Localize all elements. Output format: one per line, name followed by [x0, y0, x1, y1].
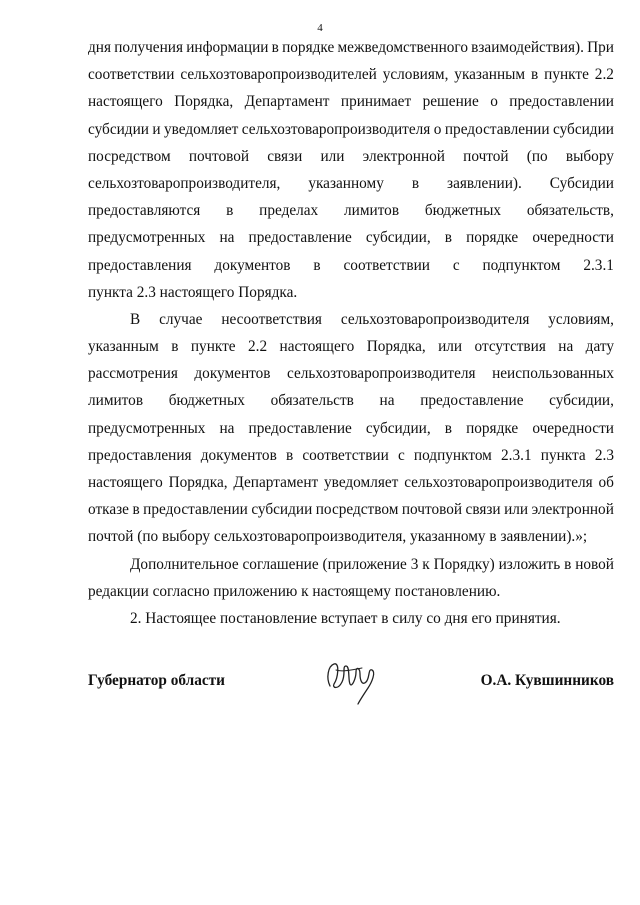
paragraph — [88, 551, 614, 605]
paragraph — [88, 306, 614, 551]
text-line: Дополнительное соглашение (приложение 3 к Порядку) изложить в новой — [130, 555, 614, 573]
text-line: редакции согласно приложению к настоящему постановлению. — [88, 582, 501, 600]
text-line: 2. Настоящее постановление вступает в силу со дня его принятия. — [130, 609, 561, 627]
paragraph — [88, 605, 614, 632]
paragraph — [88, 34, 614, 306]
text-line: настоящего Порядка, Департамент принимает решение о предоставлении — [88, 93, 614, 111]
signatory-name: О.А. Кувшинников — [480, 672, 614, 689]
text-line: предоставления документов в соответствии с подпунктом 2.3.1 пункта 2.3 — [88, 446, 614, 464]
signature-block — [88, 672, 614, 702]
text-line: субсидии и уведомляет сельхозтоваропроизводителя о предоставлении субсидии — [88, 120, 614, 138]
text-line: отказе в предоставлении субсидии посредством почтовой связи или электронной — [88, 501, 614, 519]
signatory-title: Губернатор области — [88, 672, 225, 689]
text-line: предоставляются в пределах лимитов бюджетных обязательств, — [88, 202, 614, 220]
text-line: пункта 2.3 настоящего Порядка. — [88, 283, 298, 301]
text-line: соответствии сельхозтоваропроизводителей условиям, указанным в пункте 2.2 — [88, 66, 614, 84]
text-line: рассмотрения документов сельхозтоваропроизводителя неиспользованных — [88, 365, 614, 383]
text-line: предусмотренных на предоставление субсидии, в порядке очередности — [88, 419, 614, 437]
text-line: В случае несоответствия сельхозтоваропроизводителя условиям, — [130, 310, 614, 328]
text-line: сельхозтоваропроизводителя, указанному в заявлении). Субсидии — [88, 174, 614, 192]
text-line: предоставления документов в соответствии с подпунктом 2.3.1 — [88, 256, 614, 274]
document-body — [88, 34, 614, 632]
text-line: предусмотренных на предоставление субсидии, в порядке очередности — [88, 229, 614, 247]
text-line: почтой (по выбору сельхозтоваропроизводителя, указанному в заявлении).»; — [88, 528, 588, 546]
text-line: настоящего Порядка, Департамент уведомляет сельхозтоваропроизводителя об — [88, 474, 614, 491]
page-number: 4 — [317, 22, 323, 34]
text-line: лимитов бюджетных обязательств на предоставление субсидии, — [88, 392, 614, 410]
text-line: посредством почтовой связи или электронной почтой (по выбору — [88, 147, 614, 165]
text-line: дня получения информации в порядке межведомственного взаимодействия). При — [88, 39, 614, 56]
text-line: указанным в пункте 2.2 настоящего Порядка, или отсутствия на дату — [88, 338, 614, 356]
